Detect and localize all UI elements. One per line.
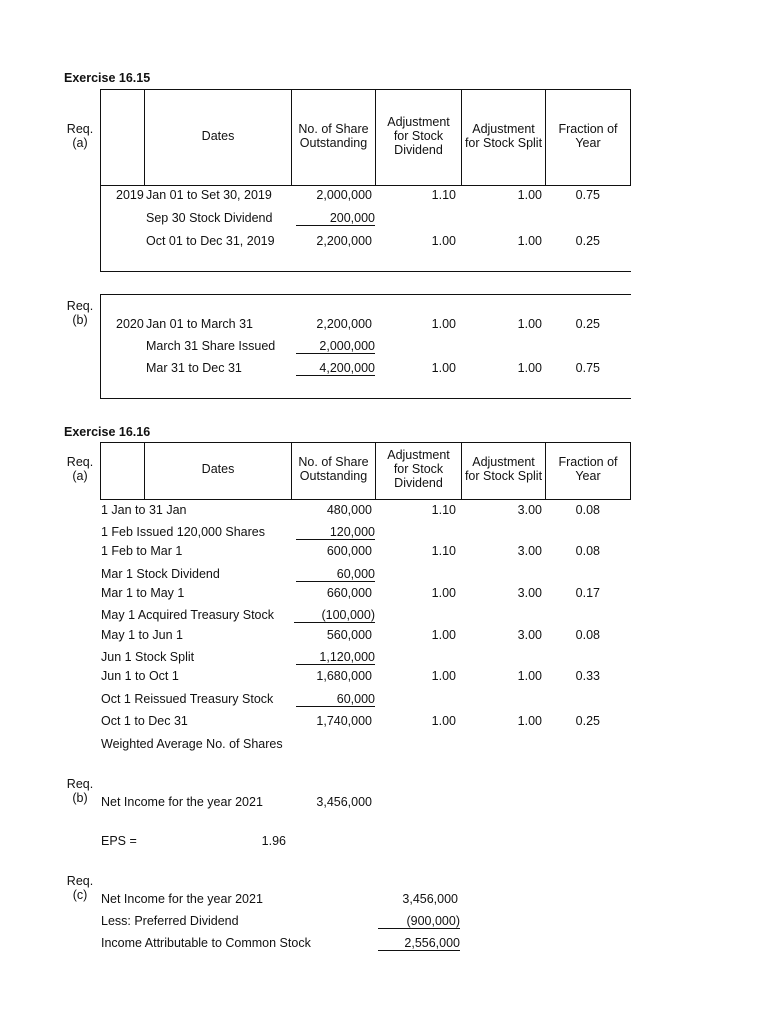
year-label: 2019 [116,188,144,202]
weighted-average-label: Weighted Average No. of Shares [101,737,283,751]
eps-label: EPS = [101,834,137,848]
header-dates: Dates [201,462,235,476]
header-adj-dividend: Adjustment for Stock Dividend [387,115,450,157]
net-income-label: Net Income for the year 2021 [101,795,263,809]
req-label: Req. (b) [66,777,94,805]
section-border [100,294,631,295]
header-fraction: Fraction of Year [558,455,618,483]
header-shares: No. of Share Outstanding [298,122,369,150]
header-fraction: Fraction of Year [558,122,618,150]
req-label: Req. (a) [66,122,94,150]
header-shares: No. of Share Outstanding [298,455,369,483]
eps-value: 1.96 [261,834,286,848]
net-income-value: 3,456,000 [316,795,372,809]
req-label: Req. (b) [66,299,94,327]
header-adj-dividend: Adjustment for Stock Dividend [387,448,450,490]
year-label: 2020 [116,317,144,331]
header-adj-split: Adjustment for Stock Split [464,122,543,150]
req-label: Req. (c) [66,874,94,902]
exercise-title: Exercise 16.16 [64,425,151,439]
section-border [100,398,631,399]
exercise-title: Exercise 16.15 [64,71,151,85]
section-border [100,271,631,272]
header-adj-split: Adjustment for Stock Split [464,455,543,483]
req-label: Req. (a) [66,455,94,483]
section-border [100,294,101,399]
section-border [100,186,101,272]
header-dates: Dates [201,129,235,143]
